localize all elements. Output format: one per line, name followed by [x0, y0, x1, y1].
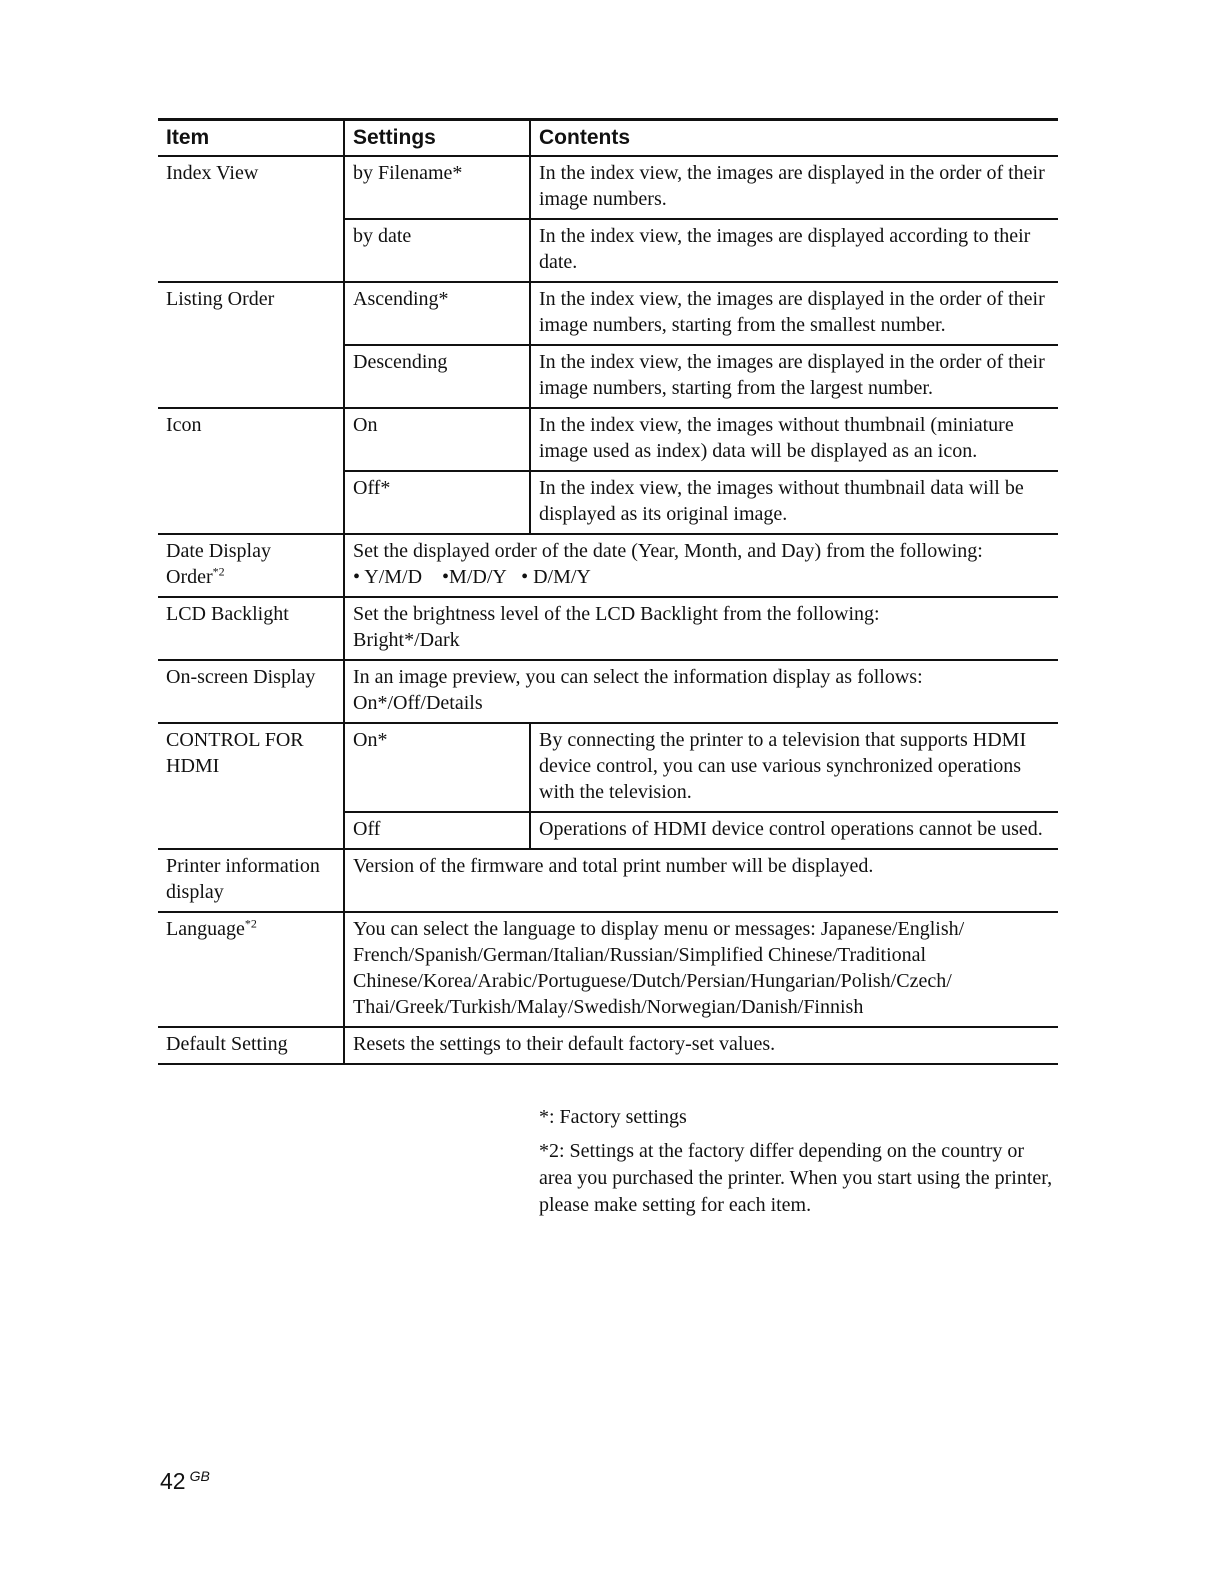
page-number: [160, 1468, 210, 1495]
header-settings: Settings: [344, 120, 530, 157]
item-control-for-hdmi: [158, 723, 344, 849]
setting-cell: Off*: [344, 471, 530, 534]
table-row: [158, 912, 1058, 1027]
table-row: [158, 849, 1058, 912]
contents-line: On*/Off/Details: [353, 692, 483, 714]
contents-line: Set the brightness level of the LCD Backlight from the following:: [353, 603, 880, 625]
table-row: [158, 534, 1058, 597]
item-default-setting: Default Setting: [158, 1027, 344, 1064]
contents-line: In an image preview, you can select the information display as follows:: [353, 666, 923, 688]
item-language: [158, 912, 344, 1027]
footnotes: [539, 1104, 1059, 1226]
contents-cell: [344, 597, 1058, 660]
contents-cell: In the index view, the images are displayed in the order of their image numbers, starting from the smallest number.: [530, 282, 1058, 345]
table-header-row: [158, 120, 1058, 157]
footnote-factory-settings: *: Factory settings: [539, 1106, 687, 1128]
item-onscreen-display: On-screen Display: [158, 660, 344, 723]
table-row: [158, 660, 1058, 723]
item-listing-order: Listing Order: [158, 282, 344, 408]
item-line: CONTROL FOR: [166, 729, 304, 751]
item-line: Date Display: [166, 540, 271, 562]
header-item: Item: [158, 120, 344, 157]
setting-cell: Off: [344, 812, 530, 849]
contents-cell: Version of the firmware and total print number will be displayed.: [344, 849, 1058, 912]
item-date-display-order: [158, 534, 344, 597]
page-suffix: GB: [189, 1468, 210, 1484]
contents-cell: In the index view, the images without thumbnail data will be displayed as its original image.: [530, 471, 1058, 534]
contents-line: Bright*/Dark: [353, 629, 460, 651]
date-format-options: • Y/M/D •M/D/Y • D/M/Y: [353, 566, 591, 588]
setting-cell: On: [344, 408, 530, 471]
setting-cell: by date: [344, 219, 530, 282]
contents-cell: You can select the language to display menu or messages: Japanese/English/ French/Spanish/German/Italian/Russian/Simplified Chinese/Traditional Chinese/Korea/Arabic/Portuguese/Dutch/Persian/Hungarian/Polish/Czech/ Thai/Greek/Turkish/Malay/Swedish/Norwegian/Danish/Finnish: [344, 912, 1058, 1027]
settings-table: [158, 118, 1058, 1065]
item-icon: Icon: [158, 408, 344, 534]
table-row: [158, 156, 1058, 219]
footnote-mark: *2: [244, 916, 257, 931]
contents-cell: In the index view, the images are displayed according to their date.: [530, 219, 1058, 282]
setting-cell: by Filename*: [344, 156, 530, 219]
table-row: [158, 282, 1058, 345]
contents-cell: Operations of HDMI device control operations cannot be used.: [530, 812, 1058, 849]
item-line: Language: [166, 918, 245, 940]
contents-cell: Resets the settings to their default factory-set values.: [344, 1027, 1058, 1064]
item-line: HDMI: [166, 755, 220, 777]
setting-cell: Descending: [344, 345, 530, 408]
setting-cell: Ascending*: [344, 282, 530, 345]
contents-cell: In the index view, the images without thumbnail (miniature image used as index) data will be displayed as an icon.: [530, 408, 1058, 471]
setting-cell: On*: [344, 723, 530, 812]
table-row: [158, 597, 1058, 660]
page-number-value: 42: [160, 1468, 186, 1494]
contents-cell: In the index view, the images are displayed in the order of their image numbers, starting from the largest number.: [530, 345, 1058, 408]
item-printer-information: Printer information display: [158, 849, 344, 912]
contents-cell: By connecting the printer to a television that supports HDMI device control, you can use various synchronized operations with the television.: [530, 723, 1058, 812]
contents-line: Set the displayed order of the date (Year, Month, and Day) from the following:: [353, 540, 983, 562]
footnote-mark: *2: [212, 564, 225, 579]
contents-cell: In the index view, the images are displayed in the order of their image numbers.: [530, 156, 1058, 219]
header-contents: Contents: [530, 120, 1058, 157]
contents-cell: [344, 660, 1058, 723]
table-row: [158, 408, 1058, 471]
item-line: Order: [166, 566, 213, 588]
item-lcd-backlight: LCD Backlight: [158, 597, 344, 660]
item-index-view: Index View: [158, 156, 344, 282]
contents-cell: [344, 534, 1058, 597]
table-row: [158, 723, 1058, 812]
table-row: [158, 1027, 1058, 1064]
footnote-country-area: *2: Settings at the factory differ depending on the country or area you purchased the printer. When you start using the printer, please make setting for each item.: [539, 1140, 1053, 1216]
